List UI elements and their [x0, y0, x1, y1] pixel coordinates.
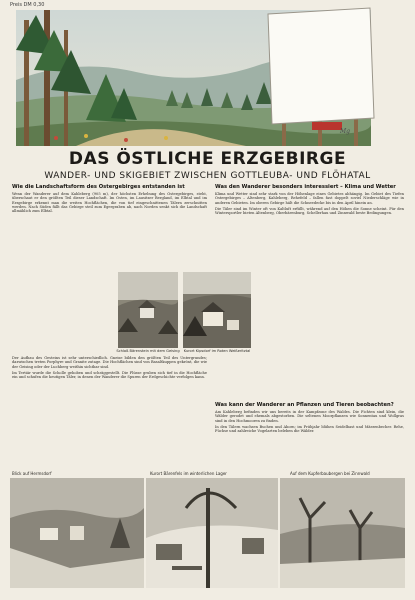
landscape-heading: Wie die Landschaftsform des Ostergebirges entstanden ist: [12, 184, 185, 190]
photo-caption-5: Auf dem Kupferbaubergen bei Zinnwald: [290, 471, 370, 476]
landscape-continued: [12, 356, 207, 381]
landscape-paragraph-2: Der Aufbau des Gesteins ist sehr unterschiedlich. Gneise bilden den größten Teil des Untergrundes; dazwischen treten Porphyre und Granite zutage. Die Hochflächen sind von Basaltkuppen gekrönt, die wie der Geising oder der Luchberg weithin sichtbar sind.: [12, 356, 207, 369]
photo-zinnwald: [280, 478, 405, 588]
title-block: [0, 145, 415, 181]
photo-kipsdorf: [183, 272, 251, 348]
price-label: Preis DM 0,30: [10, 2, 45, 8]
artist-signature: Mg: [340, 128, 350, 135]
photo-baerenfels-winter: [146, 478, 278, 588]
plants-section: [215, 402, 404, 435]
plants-heading: Was kann der Wanderer an Pflanzen und Tieren beobachten?: [215, 402, 394, 408]
easel-canvas-illustration: [262, 6, 378, 146]
left-column: [12, 184, 207, 215]
page-subtitle: WANDER- UND SKIGEBIET ZWISCHEN GOTTLEUBA- UND FLÖHATAL: [44, 171, 371, 181]
photo-castle-baerenstein: [118, 272, 178, 348]
photo-caption-1: Schloß Bärenstein mit dem Geising: [116, 349, 180, 353]
photo-caption-3: Blick auf Hermsdorf: [12, 471, 52, 476]
plants-paragraph-1: Am Kahleberg befinden wir uns bereits in der Kampfzone des Waldes. Die Fichten sind klein, die Wälder gerodet und ehemals abgestorben. Die seltenen Moorpflanzen wie Sonnentau und Wollgras sind in den Hochmooren zu finden.: [215, 410, 404, 423]
page-title: DAS ÖSTLICHE ERZGEBIRGE: [68, 149, 347, 169]
photo-caption-4: Kurort Bärenfels im winterlichen Lager: [150, 471, 227, 476]
landscape-paragraph-3: Im Tertiär wurde die Scholle gehoben und schräggestellt. Die Flüsse gruben sich tief in die Hochfläche ein und schufen die heutigen Täler, in denen der Wanderer die Spuren der Erdgeschichte verfolgen kann.: [12, 370, 207, 379]
plants-paragraph-2: In den Tälern wachsen Buchen und Ahorn; im Frühjahr blühen Seidelbast und Märzenbecher. Rehe, Füchse und zahlreiche Vogelarten beleben die Wälder.: [215, 424, 404, 433]
photo-caption-2: Kurort Kipsdorf im Roten Weißeritztal: [183, 349, 251, 353]
interests-paragraph-1: Klima und Wetter sind sehr stark von der Höhenlage eines Gebietes abhängig. Im Gebiet des Tiefen Ostergebirges – Altenberg, Kahleberg, Rehefeld – fallen fast doppelt soviel Niederschläge wie in anderen Gebieten. Im oberen Gebirge hält die Schneedecke bis in den April hinein an.: [215, 192, 404, 205]
landscape-paragraph-1: Wenn der Wanderer auf dem Kahleberg (905 m), der höchsten Erhebung des Ostergebirges, steht, überschaut er den größten Teil dieser Landschaft. Im Osten, im Lausitzer Bergland, im Elbtal und im Erzgebirge erkennt man die weiten Hochflächen, die von tief eingeschnittenen Tälern zerschnitten werden. Nach Süden fällt das Gebirge steil zum Egergraben ab, nach Norden senkt sich die Landschaft allmählich zum Elbtal.: [12, 192, 207, 213]
right-column: [215, 184, 404, 217]
interests-paragraph-2: Die Täler sind im Winter oft von Kaltluft erfüllt, während auf den Höhen die Sonne scheint. Für den Wintersportler bieten Altenberg, Oberbärenburg, Schellerhau und Zinnwald beste Bedingungen.: [215, 206, 404, 215]
interests-heading: Was den Wanderer besonders interessiert – Klima und Wetter: [215, 184, 396, 190]
photo-hermsdorf: [10, 478, 144, 588]
